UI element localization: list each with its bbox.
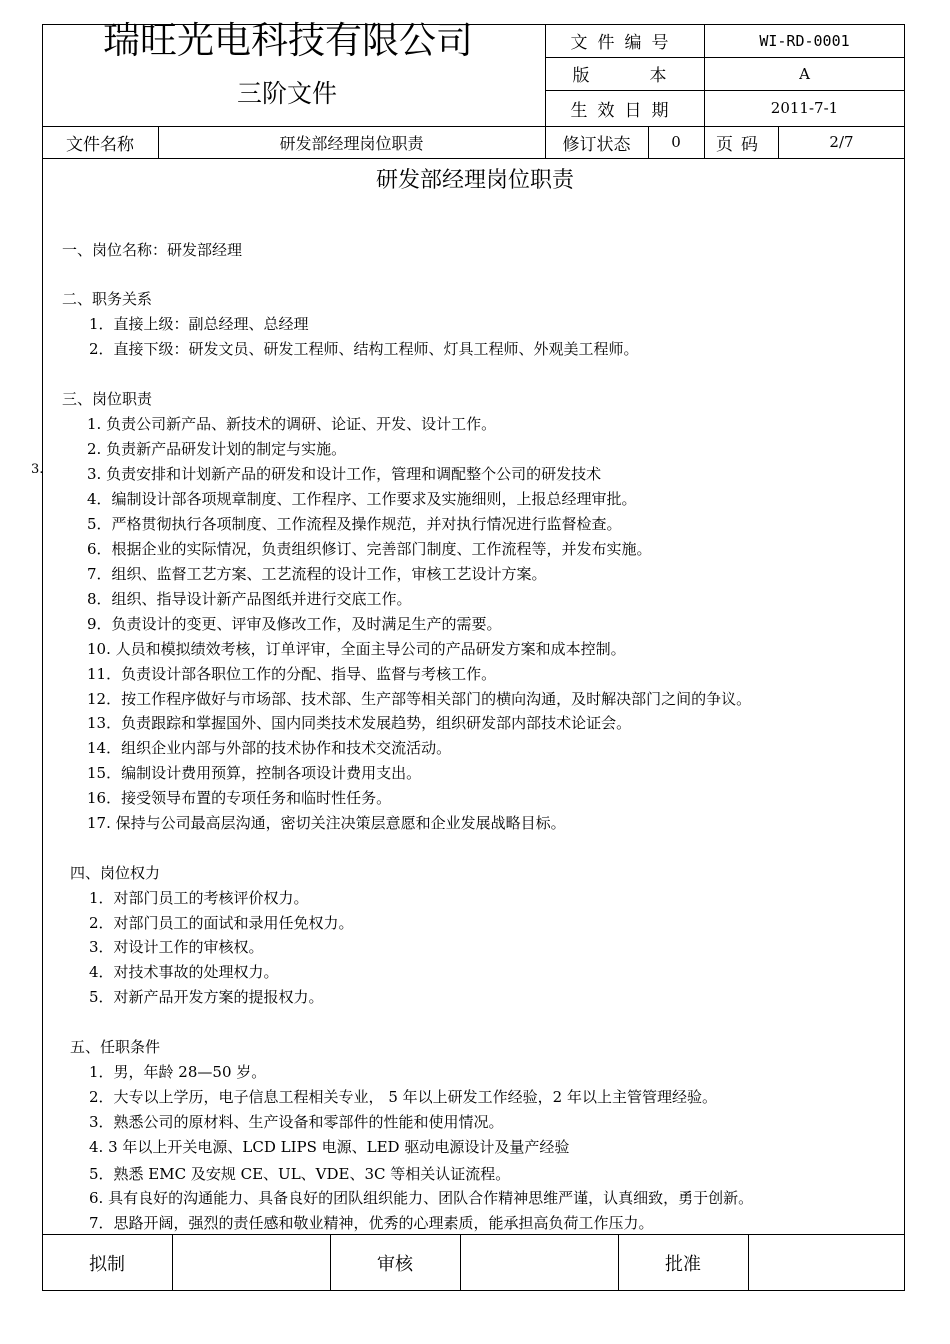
list-item: 6. 具有良好的沟通能力、具备良好的团队组织能力、团队合作精神思维严谨，认真细致，勇于创新。	[89, 1189, 754, 1207]
effective-date-value: 2011-7-1	[770, 99, 839, 117]
review-label: 审核	[377, 1253, 413, 1275]
version-value: A	[799, 64, 810, 83]
file-name-value: 研发部经理岗位职责	[279, 133, 424, 153]
list-item: 17. 保持与公司最高层沟通，密切关注决策层意愿和企业发展战略目标。	[87, 814, 566, 832]
list-item: 5．熟悉 EMC 及安规 CE、UL、VDE、3C 等相关认证流程。	[89, 1165, 511, 1183]
revision-label: 修订状态	[562, 134, 631, 155]
document-tier: 三阶文件	[237, 79, 338, 108]
list-item: 9．负责设计的变更、评审及修改工作，及时满足生产的需要。	[87, 615, 502, 633]
section-heading: 一、岗位名称：研发部经理	[62, 241, 243, 259]
approve-label: 批准	[665, 1253, 701, 1275]
version-label: 版本	[572, 66, 727, 86]
file-name-label: 文件名称	[66, 134, 134, 155]
drafted-label: 拟制	[89, 1253, 125, 1275]
list-item: 14．组织企业内部与外部的技术协作和技术交流活动。	[87, 739, 452, 757]
list-item: 2．直接下级：研发文员、研发工程师、结构工程师、灯具工程师、外观美工程师。	[89, 340, 639, 358]
list-item: 3. 负责安排和计划新产品的研发和设计工作，管理和调配整个公司的研发技术	[87, 465, 602, 483]
list-item: 12．按工作程序做好与市场部、技术部、生产部等相关部门的横向沟通，及时解决部门之间的争议。	[87, 690, 752, 708]
section-heading: 二、职务关系	[62, 290, 153, 308]
page-label: 页码	[716, 134, 766, 155]
margin-mark: 3.	[31, 462, 44, 477]
list-item: 15．编制设计费用预算，控制各项设计费用支出。	[87, 764, 422, 782]
list-item: 10. 人员和模拟绩效考核，订单评审，全面主导公司的产品研发方案和成本控制。	[87, 640, 626, 658]
grid-line	[42, 158, 905, 159]
list-item: 13．负责跟踪和掌握国外、国内同类技术发展趋势，组织研发部内部技术论证会。	[87, 714, 632, 732]
approve-signature-field[interactable]	[748, 1234, 905, 1291]
list-item: 4．对技术事故的处理权力。	[89, 963, 279, 981]
list-item: 7．组织、监督工艺方案、工艺流程的设计工作，审核工艺设计方案。	[87, 565, 547, 583]
doc-number-label: 文件编号	[570, 33, 679, 53]
list-item: 5．对新产品开发方案的提报权力。	[89, 988, 324, 1006]
list-item: 2．对部门员工的面试和录用任免权力。	[89, 914, 354, 932]
list-item: 5．严格贯彻执行各项制度、工作流程及操作规范，并对执行情况进行监督检查。	[87, 515, 622, 533]
company-name: 瑞旺光电科技有限公司	[103, 19, 473, 62]
section-heading: 五、任职条件	[70, 1038, 161, 1056]
list-item: 7．思路开阔，强烈的责任感和敬业精神，优秀的心理素质，能承担高负荷工作压力。	[89, 1214, 654, 1232]
list-item: 1．对部门员工的考核评价权力。	[89, 889, 309, 907]
doc-number-value: WI-RD-0001	[759, 31, 850, 50]
list-item: 2．大专以上学历，电子信息工程相关专业， 5 年以上研发工作经验，2 年以上主管管理经验。	[89, 1088, 717, 1106]
list-item: 6．根据企业的实际情况，负责组织修订、完善部门制度、工作流程等，并发布实施。	[87, 540, 652, 558]
section-heading: 四、岗位权力	[70, 864, 161, 882]
review-signature-field[interactable]	[460, 1234, 618, 1291]
list-item: 16．接受领导布置的专项任务和临时性任务。	[87, 789, 392, 807]
list-item: 4. 3 年以上开关电源、LCD LIPS 电源、LED 驱动电源设计及量产经验	[89, 1138, 570, 1156]
list-item: 2. 负责新产品研发计划的制定与实施。	[87, 440, 347, 458]
drafted-signature-field[interactable]	[172, 1234, 330, 1291]
list-item: 3．熟悉公司的原材料、生产设备和零部件的性能和使用情况。	[89, 1113, 504, 1131]
list-item: 8．组织、指导设计新产品图纸并进行交底工作。	[87, 590, 412, 608]
effective-date-label: 生效日期	[570, 100, 679, 121]
revision-value: 0	[671, 133, 681, 151]
list-item: 1．男，年龄 28—50 岁。	[89, 1063, 267, 1081]
list-item: 3．对设计工作的审核权。	[89, 938, 264, 956]
list-item: 1．直接上级：副总经理、总经理	[89, 315, 309, 333]
section-heading: 三、岗位职责	[62, 390, 153, 408]
page-value: 2/7	[829, 133, 854, 151]
list-item: 11．负责设计部各职位工作的分配、指导、监督与考核工作。	[87, 665, 497, 683]
list-item: 1. 负责公司新产品、新技术的调研、论证、开发、设计工作。	[87, 415, 497, 433]
document-title: 研发部经理岗位职责	[375, 168, 574, 193]
list-item: 4．编制设计部各项规章制度、工作程序、工作要求及实施细则，上报总经理审批。	[87, 490, 637, 508]
